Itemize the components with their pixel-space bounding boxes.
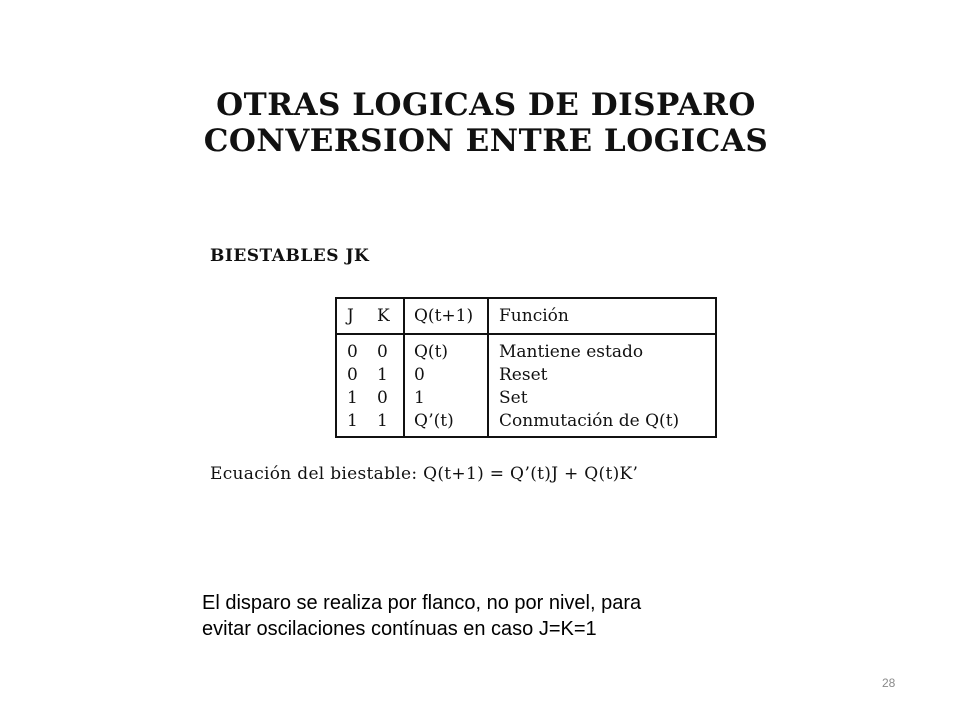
- explanation-line-1: El disparo se realiza por flanco, no por nivel, para: [202, 592, 642, 614]
- title-line-2: CONVERSION ENTRE LOGICAS: [203, 123, 769, 159]
- table-row: [337, 364, 715, 387]
- cell-j: 0: [347, 365, 358, 385]
- table-row: [337, 341, 715, 364]
- cell-function: Mantiene estado: [499, 342, 644, 362]
- cell-k: 0: [377, 342, 388, 362]
- header-j: J: [347, 306, 354, 326]
- title-line-1: OTRAS LOGICAS DE DISPARO: [216, 87, 756, 123]
- cell-q-next: 1: [414, 388, 425, 408]
- cell-j: 0: [347, 342, 358, 362]
- table-row: [337, 387, 715, 410]
- header-q-next: Q(t+1): [414, 306, 474, 326]
- cell-function: Set: [499, 388, 528, 408]
- cell-k: 1: [377, 365, 388, 385]
- cell-q-next: Q’(t): [414, 411, 454, 431]
- header-function: Función: [499, 306, 569, 326]
- table-body: [337, 335, 715, 436]
- explanation-line-2: evitar oscilaciones contínuas en caso J=K=1: [202, 618, 597, 640]
- cell-j: 1: [347, 411, 358, 431]
- cell-k: 0: [377, 388, 388, 408]
- truth-table: [335, 297, 717, 438]
- page-number: 28: [882, 676, 896, 690]
- table-row: [337, 410, 715, 433]
- cell-function: Reset: [499, 365, 548, 385]
- cell-k: 1: [377, 411, 388, 431]
- cell-function: Conmutación de Q(t): [499, 411, 680, 431]
- table-header-row: [337, 299, 715, 335]
- header-k: K: [377, 306, 390, 326]
- cell-q-next: Q(t): [414, 342, 449, 362]
- cell-q-next: 0: [414, 365, 425, 385]
- cell-j: 1: [347, 388, 358, 408]
- section-heading: BIESTABLES JK: [210, 246, 370, 266]
- flip-flop-equation: Ecuación del biestable: Q(t+1) = Q’(t)J + Q(t)K’: [210, 464, 639, 484]
- explanation-text: [202, 590, 762, 642]
